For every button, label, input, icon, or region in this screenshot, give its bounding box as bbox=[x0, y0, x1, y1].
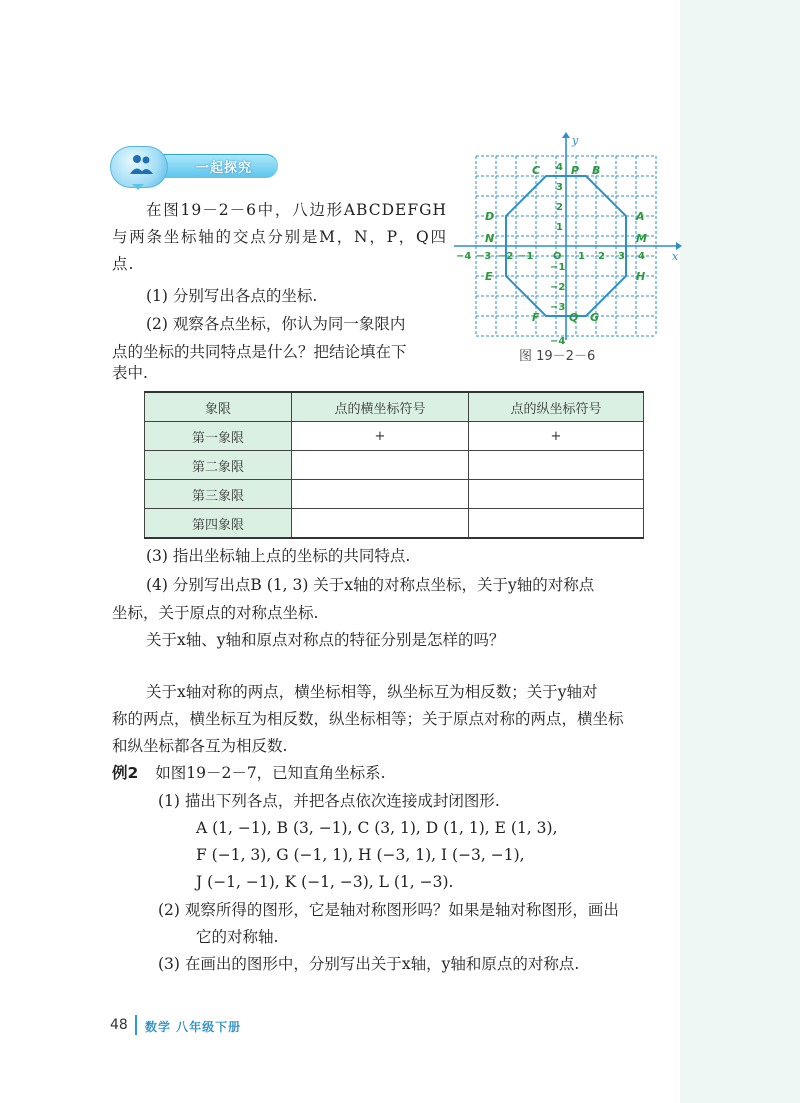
points-line-1: A (1, −1), B (3, −1), C (3, 1), D (1, 1), E (1, 3), bbox=[196, 819, 558, 837]
coordinate-figure bbox=[450, 132, 682, 348]
point-label-H: H bbox=[636, 270, 646, 283]
task-4-line-2: 坐标，关于原点的对称点坐标. bbox=[112, 604, 319, 622]
points-line-2: F (−1, 3), G (−1, 1), H (−3, 1), I (−3, −1), bbox=[196, 846, 525, 864]
task-2-line-2: 点的坐标的共同特点是什么？把结论填在下 bbox=[112, 343, 407, 361]
example-step-2-line-2: 它的对称轴. bbox=[196, 928, 279, 946]
y-tick-1: 1 bbox=[556, 222, 563, 233]
example-label: 例2 bbox=[112, 764, 139, 782]
point-label-A: A bbox=[636, 210, 645, 223]
point-label-F: F bbox=[532, 311, 540, 324]
y-tick-neg1: −1 bbox=[550, 262, 566, 273]
x-tick-3: 3 bbox=[618, 251, 625, 262]
x-sign-cell: + bbox=[292, 422, 469, 451]
point-label-Q: Q bbox=[569, 311, 579, 324]
task-2-line-1: (2) 观察各点坐标，你认为同一象限内 bbox=[146, 315, 406, 333]
x-tick-neg2: −2 bbox=[498, 251, 514, 262]
y-tick-neg3: −3 bbox=[550, 302, 566, 313]
x-sign-cell bbox=[292, 480, 469, 509]
footer-divider bbox=[135, 1015, 137, 1035]
quadrant-cell: 第一象限 bbox=[145, 422, 292, 451]
conclusion-line-2: 称的两点，横坐标互为相反数，纵坐标相等；关于原点对称的两点，横坐标 bbox=[112, 710, 624, 728]
x-tick-2: 2 bbox=[598, 251, 605, 262]
y-tick-2: 2 bbox=[556, 202, 563, 213]
x-tick-4: 4 bbox=[638, 251, 645, 262]
table-row bbox=[145, 480, 644, 509]
y-sign-cell: + bbox=[469, 422, 644, 451]
example-step-2-line-1: (2) 观察所得的图形，它是轴对称图形吗？如果是轴对称图形，画出 bbox=[158, 901, 619, 919]
y-sign-cell bbox=[469, 509, 644, 539]
y-sign-cell bbox=[469, 451, 644, 480]
explore-label: 一起探究 bbox=[196, 161, 253, 176]
y-tick-3: 3 bbox=[556, 182, 563, 193]
x-axis-label: x bbox=[672, 250, 679, 263]
points-line-3: J (−1, −1), K (−1, −3), L (1, −3). bbox=[196, 873, 454, 891]
example-heading bbox=[112, 760, 386, 787]
point-label-E: E bbox=[485, 270, 493, 283]
point-label-G: G bbox=[590, 311, 600, 324]
table-row bbox=[145, 422, 644, 451]
example-step-1: (1) 描出下列各点，并把各点依次连接成封闭图形. bbox=[158, 792, 500, 810]
quadrant-cell: 第四象限 bbox=[145, 509, 292, 539]
origin-label: O bbox=[553, 251, 562, 262]
x-sign-cell bbox=[292, 451, 469, 480]
intro-paragraph: 在图19－2－6中，八边形ABCDEFGH与两条坐标轴的交点分别是M，N，P，Q四点. bbox=[112, 201, 447, 273]
explore-badge bbox=[110, 146, 282, 188]
quadrant-cell: 第三象限 bbox=[145, 480, 292, 509]
x-tick-1: 1 bbox=[578, 251, 585, 262]
conclusion-line-1: 关于x轴对称的两点，横坐标相等，纵坐标互为相反数；关于y轴对 bbox=[146, 683, 598, 701]
people-icon bbox=[128, 152, 154, 178]
quadrant-cell: 第二象限 bbox=[145, 451, 292, 480]
x-tick-neg3: −3 bbox=[476, 251, 492, 262]
task-1: (1) 分别写出各点的坐标. bbox=[146, 287, 318, 305]
example-intro: 如图19－2－7，已知直角坐标系. bbox=[155, 764, 386, 782]
table-header: 点的纵坐标符号 bbox=[469, 392, 644, 422]
conclusion-line-3: 和纵坐标都各互为相反数. bbox=[112, 737, 288, 755]
x-sign-cell bbox=[292, 509, 469, 539]
y-tick-neg2: −2 bbox=[550, 282, 566, 293]
y-sign-cell bbox=[469, 480, 644, 509]
book-title: 数学 八年级下册 bbox=[145, 1020, 242, 1034]
quadrant-sign-table bbox=[144, 391, 644, 539]
y-axis-arrow bbox=[562, 132, 570, 138]
table-row bbox=[145, 509, 644, 539]
table-header-row bbox=[145, 392, 644, 422]
question: 关于x轴、y轴和原点对称点的特征分别是怎样的吗？ bbox=[146, 631, 505, 649]
task-3: (3) 指出坐标轴上点的坐标的共同特点. bbox=[146, 547, 411, 565]
table-header: 象限 bbox=[145, 392, 292, 422]
point-label-P: P bbox=[571, 164, 580, 177]
page-number: 48 bbox=[110, 1017, 128, 1033]
task-4-line-1: (4) 分别写出点B (1, 3) 关于x轴的对称点坐标，关于y轴的对称点 bbox=[146, 576, 595, 594]
table-header: 点的横坐标符号 bbox=[292, 392, 469, 422]
point-label-N: N bbox=[485, 232, 495, 245]
table-row bbox=[145, 451, 644, 480]
badge-pointer bbox=[132, 184, 144, 190]
y-axis-label: y bbox=[572, 134, 579, 147]
y-tick-neg4: −4 bbox=[550, 336, 566, 347]
figure-caption: 图 19－2－6 bbox=[519, 349, 596, 364]
point-label-M: M bbox=[636, 232, 647, 245]
point-label-D: D bbox=[485, 210, 495, 223]
example-step-3: (3) 在画出的图形中，分别写出关于x轴，y轴和原点的对称点. bbox=[158, 955, 580, 973]
task-2-line-3: 表中. bbox=[112, 364, 148, 382]
x-axis-arrow bbox=[676, 242, 682, 250]
point-label-B: B bbox=[592, 164, 601, 177]
y-tick-4: 4 bbox=[556, 162, 563, 173]
x-tick-neg1: −1 bbox=[518, 251, 534, 262]
x-tick-neg4: −4 bbox=[456, 251, 472, 262]
point-label-C: C bbox=[532, 164, 541, 177]
